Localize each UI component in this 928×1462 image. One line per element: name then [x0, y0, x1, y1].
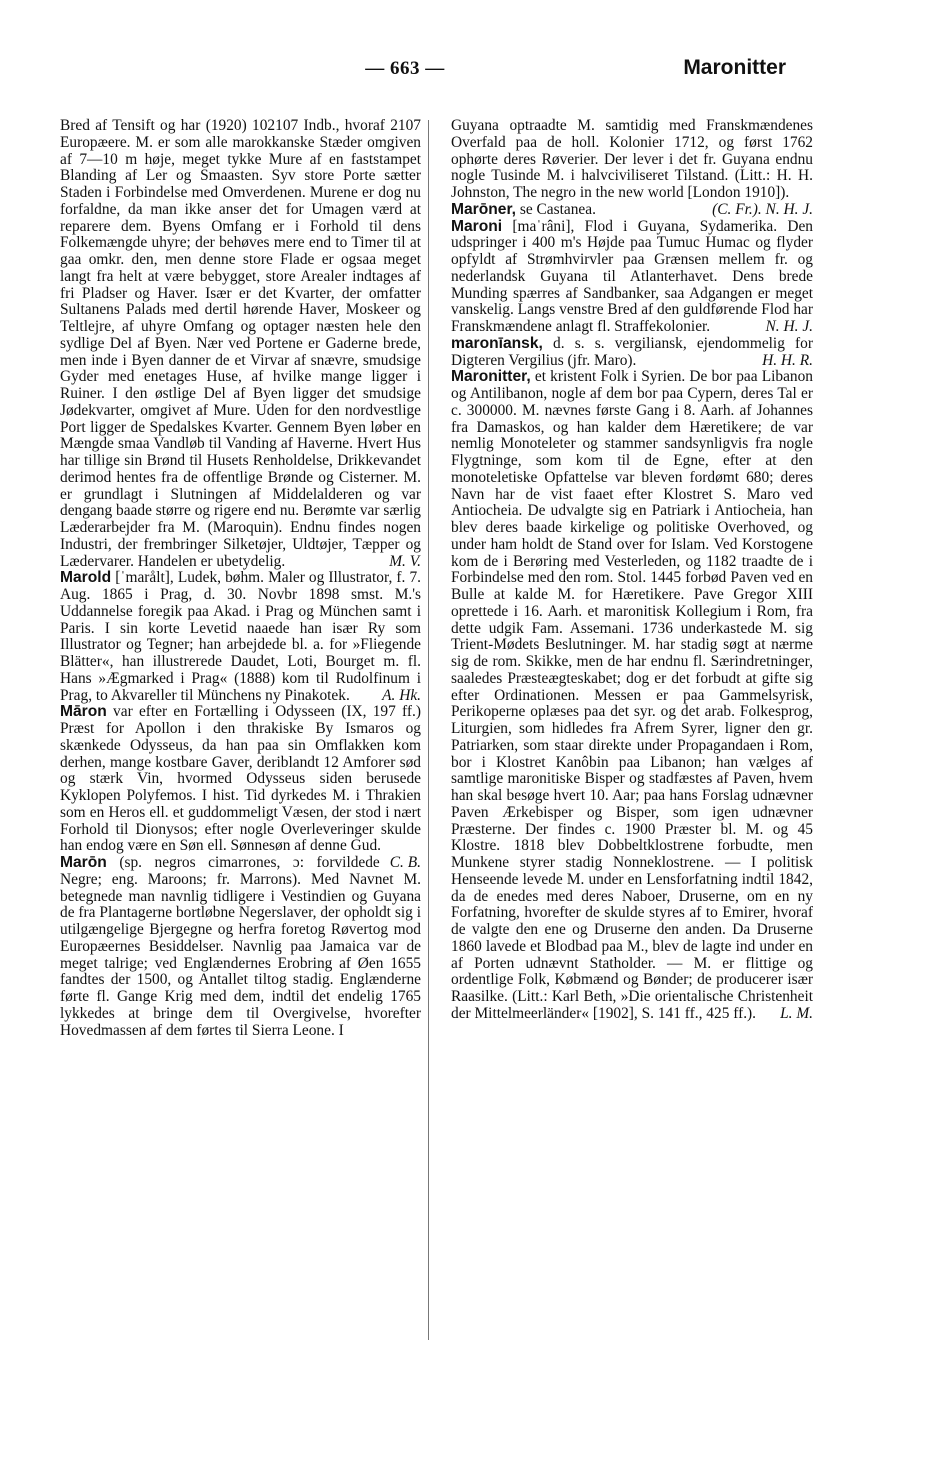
entry-signature: H. H. R.	[762, 351, 813, 369]
entry-headword: Maronitter,	[451, 368, 531, 386]
entry-signature: N. H. J.	[765, 318, 813, 335]
left-column	[60, 118, 421, 1039]
entry-text: (sp. negros cimarrones, ɔ: forvildede Negre; eng. Maroons; fr. Marrons). Med Navnet M. betegnede man navnlig tidligere i Vestindien og Guyana de fra Plantagerne bortløbne Negerslaver, der opholdt sig i utilgængelige Bjergegne og herfra foretog Røvertog mod Europæernes Besiddelser. Navnlig paa Jamaica var de meget talrige; ved Englændernes Erobring af Øen 1655 fandtes der 1500, og Antallet tiltog stadig. Englænderne førte fl. Gange Krig med dem, indtil det endelig 1765 lykkedes at bringe dem til Overgivelse, hvorefter Hovedmassen af dem førtes til Sierra Leone. I	[60, 854, 421, 1039]
right-column	[451, 118, 813, 1023]
entry-text: [ˈmarålt], Ludek, bøhm. Maler og Illustrator, f. 7. Aug. 1865 i Prag, d. 30. Novbr 1898 smst. M.'s Uddannelse foregik paa Akad. i Prag og München samt i Paris. I sin korte Levetid naaede han især Ry som Illustrator og Tegner; han arbejdede bl. a. for »Fliegende Blätter«, han illustrerede Daudet, Loti, Bourget m. fl. Hans »Ægmarked i Prag« (1888) kom til Rudolfinum i Prag, to Akvareller til Münchens ny Pinakotek.	[60, 569, 421, 704]
entry-marold	[60, 570, 421, 704]
entry-headword: Māron	[60, 703, 107, 721]
entry-headword: Marōn	[60, 854, 107, 871]
entry-text: et kristent Folk i Syrien. De bor paa Libanon og Antilibanon, nogle af dem bor paa Cypern, deres Tal er c. 300000. M. nævnes første Gang i 8. Aarh. af Johannes fra Damaskos, og han kalder dem Hæretikere; de var nemlig Monoteleter og stammer sandsynligvis fra nogle Flygtninge, som kom til de Egne, efter at den monoteletiske Opfattelse var bleven fordømt 680; deres Navn har de vist faaet efter Klostret S. Maro ved Antiocheia. De udvalgte sig en Patriark i Antiocheia, han blev deres baade kirkelige og politiske Overhoved, og under ham holdt de Stand over for Islam. Ved Korstogene kom de i Berøring med Vesterleden, og 1182 traadte de i Forbindelse med den rom. Stol. 1445 forbød Paven ved en Bulle at kalde M. for Hæretikere. Pave Gregor XIII oprettede i 16. Aarh. et maronitisk Kollegium i Rom, fra dette udgik Fam. Assemani. 1736 underkastede M. sig Trient-Mødets Beslutninger. M. har stadig søgt at nærme sig de rom. Skikke, men de har endnu fl. Særindretninger, saaledes Præsteægteskabet; dog er det forbudt at gifte sig efter Ordinationen. Messen er paa Gammelsyrisk, Perikoperne oplæses paa det syr. og det arab. Folkesprog, Liturgien, som hidledes fra Afrem Syrer, ligner den gr. Patriarken, som staar direkte under Propagandaen i Rom, bor i Klostret Kanôbin paa Libanon; han vælges af samtlige maronitiske Bisper og stadfæstes af Paven, hvem han skal besøge hvert 10. Aar; paa hans Forslag udnævner Paven Ærkebisper og Bisper, som igen udnævner Præsterne. Der findes c. 1900 Præster bl. M. og 45 Klostre. 1818 blev Dobbeltklostrene forbudte, men Munkene styrer stadig Nonneklostrene. — I politisk Henseende levede M. under en Lensforfatning indtil 1842, da de enedes med deres Naboer, Druserne, om en ny Forfatning, hvorefter de skulde styres af to Emirer, hvoraf de valgte den ene og Druserne den anden. Da Druserne 1860 lavede et Blodbad paa M., blev de lagte ind under en af Porten udnævnt Statholder. — M. er flittige og ordentlige Folk, Købmænd og Bønder; de producerer især Raasilke. (Litt.: Karl Beth, »Die orientalische Christenheit der Mittelmeerländer« [1902], S. 141 ff., 425 ff.).	[451, 368, 813, 1022]
entry-headword: maronīansk,	[451, 334, 543, 352]
entry-signature: M. V.	[389, 552, 421, 570]
entry-signature: A. Hk.	[382, 686, 421, 704]
page-header	[0, 58, 928, 94]
entry-headword: Marold	[60, 569, 112, 587]
entry-text: se Castanea.	[519, 200, 596, 218]
entry-maroniansk	[451, 336, 813, 370]
column-divider	[428, 120, 429, 1340]
entry-maronitter	[451, 369, 813, 1022]
page-number: — 663 —	[365, 58, 445, 79]
running-head: Maronitter	[683, 56, 786, 79]
entry-marrakesh-continued	[60, 118, 421, 570]
entry-signature: C. B.	[389, 854, 421, 871]
entry-headword: Maroni	[451, 217, 503, 235]
entry-text: var efter en Fortælling i Odysseen (IX, 197 ff.) Præst for Apollon i den thrakiske By Ismaros og skænkede Odysseus, da han paa sin Omflakken kom derhen, mange kostbare Gaver, deriblandt 12 Amforer sød og stærk Vin, hvormed Odysseus siden berusede Kyklopen Polyfemos. I hist. Tid dyrkedes M. i Thrakien som en Heros ell. et guddommeligt Væsen, der stod i nært Forhold til Dionysos; efter nogle Overleveringer skulde han endog være en Søn ell. Sønnesøn af denne Gud.	[60, 703, 421, 855]
entry-signature: L. M.	[780, 1004, 813, 1022]
entry-maroni	[451, 219, 813, 336]
entry-signature: (C. Fr.). N. H. J.	[712, 200, 813, 218]
entry-maron-slaves	[60, 855, 421, 1039]
entry-text: d. s. s. vergiliansk, ejendommelig for Digteren Vergilius (jfr. Maro).	[451, 334, 813, 369]
entry-text: [maˈrâni], Flod i Guyana, Sydamerika. Den udspringer i 400 m's Højde paa Tumuc Humac og flyder opfyldt af Strømhvirvler paa Grænsen mellem fr. og nederlandsk Guyana til Atlanterhavet. Dens brede Munding spærres af Sandbanker, saa Adgangen er meget vanskelig. Langs venstre Bred af den guldførende Flod har Franskmændene anlagt fl. Straffekolonier.	[451, 217, 814, 335]
entry-headword: Marōner,	[451, 200, 516, 218]
entry-text: Bred af Tensift og har (1920) 102107 Indb., hvoraf 2107 Europæere. M. er som alle marokkanske Stæder omgiven af 7—10 m høje, meget tykke Mure af en faststampet Blanding af Ler og Smaasten. Syv store Porte sætter Staden i Forbindelse med Omverdenen. Murene er dog nu forfaldne, da man ikke anser det for Umagen værd at reparere dem. Byens Omfang er i Forhold til dens Folkemængde uhyre; der behøves mere end to Timer til at gaa omkr. den, men denne store Flade er ogsaa meget langt fra helt at være bebygget, store Arealer indtages af fri Pladser og Haver. Især er det Kvarter, der omfatter Sultanens Palads med dertil hørende Haver, Moskeer og Teltlejre, af uhyre Omfang og optager næsten hele den sydlige Del af Byen. Nær ved Portene er Gaderne brede, men inde i Byen danner de et Virvar af snævre, smudsige Gyder med enetages Huse, af hvilke mange ligger i Ruiner. I den østlige Del af Byen ligger det smudsige Jødekvarter, omgivet af Mure. Uden for den nordvestlige Port ligger de Spedalskes Kvarter. Gennem Byen løber en Mængde smaa Vandløb til Vanding af Haverne. Hvert Hus har tillige sin Brønd til Husets Renholdelse, Drikkevandet derimod hentes fra de offentlige Brønde og Cisterner. M. er grundlagt i Slutningen af Middelalderen og var dengang baade større og rigere end nu. Berømte var særlig Læderarbejder fra M. (Maroquin). Endnu findes nogen Industri, der frembringer Silketøjer, Uldtøjer, Tæpper og Lædervarer. Handelen er ubetydelig.	[60, 117, 421, 570]
entry-text: Guyana optraadte M. samtidig med Franskmændenes Overfald paa de holl. Kolonier 1712, og først 1762 ophørte deres Røverier. Der lever i det fr. Guyana endnu nogle Tusinde M. i halvciviliseret Tilstand. (Litt.: H. H. Johnston, The negro in the new world [London 1910]).	[451, 117, 813, 201]
